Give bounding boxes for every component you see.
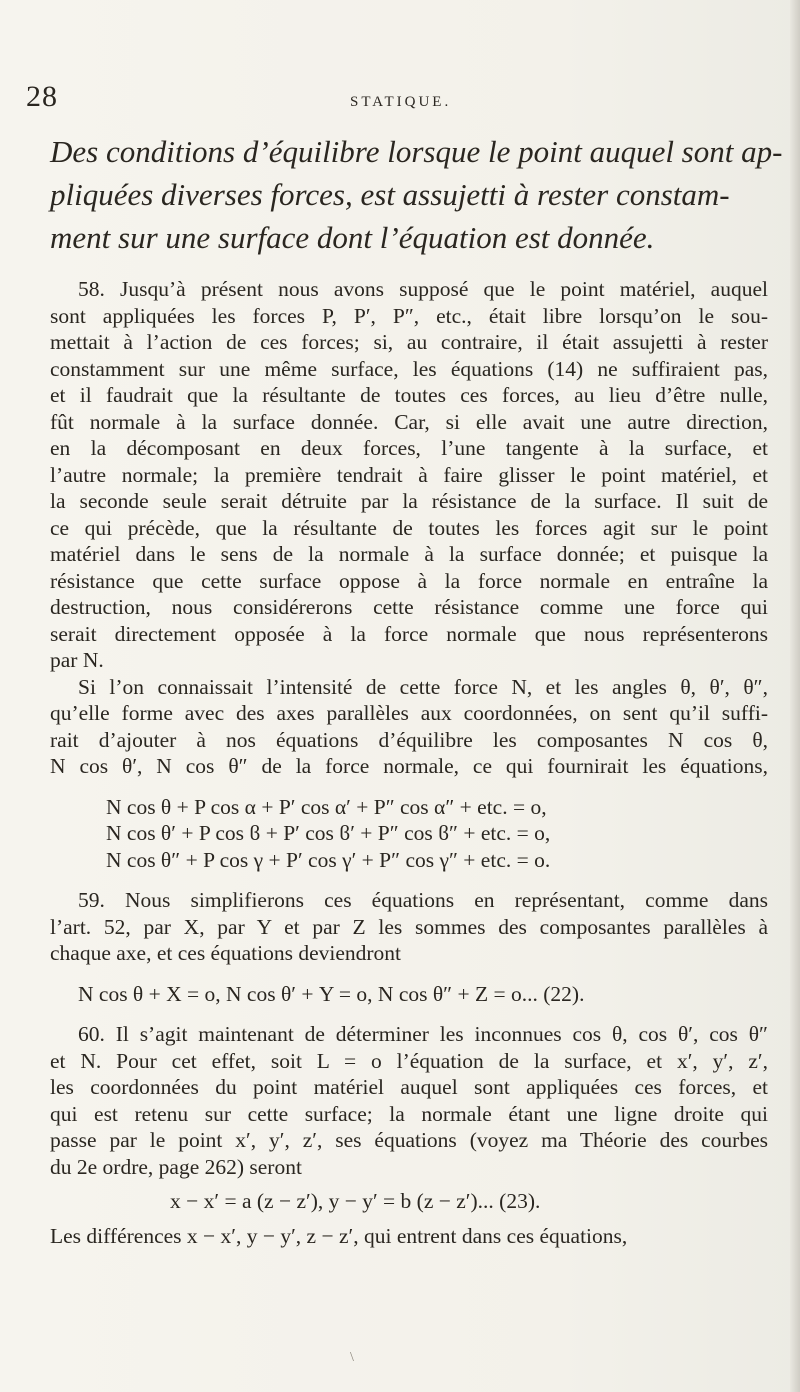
page-number: 28: [26, 80, 58, 113]
equation-block-1: [50, 794, 768, 874]
equation-line: N cos θ + P cos α + P′ cos α′ + P″ cos α″ + etc. = o,: [106, 794, 547, 819]
running-head: STATIQUE.: [350, 94, 452, 110]
paragraph-59: [50, 887, 768, 967]
title-line: ment sur une surface dont l’équation est donnée.: [50, 220, 655, 255]
text-line: 59. Nous simplifierons ces équations en représentant, comme dans: [78, 888, 768, 912]
text-line: par N.: [50, 648, 104, 672]
text-line: matériel dans le sens de la normale à la surface donnée; et puisque la: [50, 542, 768, 566]
text-line: la seconde seule serait détruite par la résistance de la surface. Il suit de: [50, 489, 768, 513]
text-line: ce qui précède, que la résultante de toutes les forces agit sur le point: [50, 515, 768, 540]
page-edge-shadow: [790, 0, 800, 1392]
text-line: qu’elle forme avec des axes parallèles aux coordonnées, on sent qu’il suffi-: [50, 701, 768, 725]
equation-22: N cos θ + X = o, N cos θ′ + Y = o, N cos θ″ + Z = o... (22).: [78, 981, 585, 1006]
equation-line: N cos θ″ + P cos γ + P′ cos γ′ + P″ cos γ″ + etc. = o.: [106, 847, 551, 872]
text-line: Les différences x − x′, y − y′, z − z′, qui entrent dans ces équations,: [50, 1223, 628, 1248]
paragraph-60: [50, 1021, 768, 1180]
body-text: [50, 276, 768, 1249]
text-line: et N. Pour cet effet, soit L = o l’équation de la surface, et x′, y′, z′,: [50, 1048, 768, 1073]
text-line: les coordonnées du point matériel auquel sont appliquées ces forces, et: [50, 1075, 768, 1099]
text-line: résistance que cette surface oppose à la force normale en entraîne la: [50, 568, 768, 593]
text-line: passe par le point x′, y′, z′, ses équations (voyez ma Théorie des courbes: [50, 1128, 768, 1152]
text-line: qui est retenu sur cette surface; la normale étant une ligne droite qui: [50, 1101, 768, 1126]
text-line: en la décomposant en deux forces, l’une tangente à la surface, et: [50, 436, 768, 460]
title-line: Des conditions d’équilibre lorsque le point auquel sont ap-: [50, 134, 783, 169]
text-line: N cos θ′, N cos θ″ de la force normale, ce qui fournirait les équations,: [50, 754, 768, 778]
section-title: [50, 130, 783, 259]
equation-line: N cos θ′ + P cos ϐ + P′ cos ϐ′ + P″ cos ϐ″ + etc. = o,: [106, 821, 551, 845]
text-line: sont appliquées les forces P, P′, P″, etc., était libre lorsqu’on le sou-: [50, 303, 768, 328]
text-line: destruction, nous considérerons cette résistance comme une force qui: [50, 595, 768, 619]
text-line: 60. Il s’agit maintenant de déterminer les inconnues cos θ, cos θ′, cos θ″: [78, 1022, 768, 1046]
text-line: et il faudrait que la résultante de toutes ces forces, au lieu d’être nulle,: [50, 383, 768, 407]
equation-23: x − x′ = a (z − z′), y − y′ = b (z − z′)... (23).: [170, 1189, 541, 1213]
title-line: pliquées diverses forces, est assujetti à rester constam-: [50, 177, 730, 212]
text-line: Si l’on connaissait l’intensité de cette force N, et les angles θ, θ′, θ″,: [78, 674, 768, 699]
text-line: 58. Jusqu’à présent nous avons supposé que le point matériel, auquel: [78, 277, 768, 301]
text-line: chaque axe, et ces équations deviendront: [50, 941, 402, 965]
page-header: [26, 80, 760, 113]
text-line: rait d’ajouter à nos équations d’équilibre les composantes N cos θ,: [50, 727, 768, 752]
paragraph-58-continued: [50, 674, 768, 780]
text-line: serait directement opposée à la force normale que nous représenterons: [50, 621, 768, 646]
text-line: mettait à l’action de ces forces; si, au contraire, il était assujetti à rester: [50, 330, 768, 354]
text-line: fût normale à la surface donnée. Car, si elle avait une autre direction,: [50, 409, 768, 434]
paragraph-58: [50, 276, 768, 674]
text-line: l’art. 52, par X, par Y et par Z les sommes des composantes parallèles à: [50, 914, 768, 939]
stray-mark: \: [350, 1350, 354, 1365]
text-line: l’autre normale; la première tendrait à faire glisser le point matériel, et: [50, 462, 768, 487]
text-line: constamment sur une même surface, les équations (14) ne suffiraient pas,: [50, 356, 768, 381]
text-line: du 2e ordre, page 262) seront: [50, 1154, 302, 1179]
